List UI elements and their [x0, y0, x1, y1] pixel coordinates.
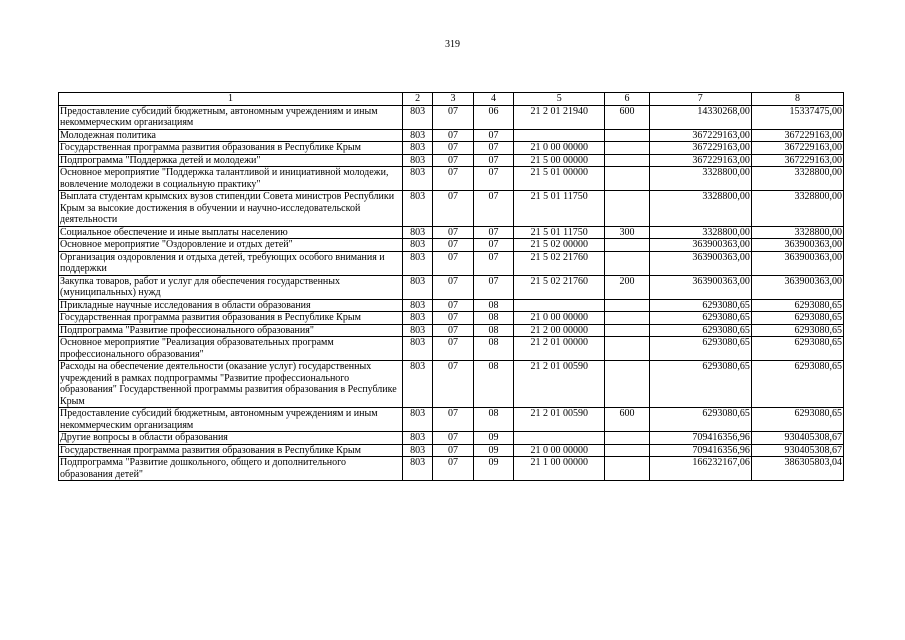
amount-year2-cell: 6293080,65: [751, 312, 843, 325]
table-row: [59, 432, 844, 445]
grbs-code-cell: 803: [402, 299, 432, 312]
target-article-cell: 21 2 01 00590: [514, 408, 605, 432]
row-name-cell: Основное мероприятие "Оздоровление и отдых детей": [59, 239, 403, 252]
expense-type-cell: [605, 324, 650, 337]
table-row: [59, 105, 844, 129]
table-row: [59, 129, 844, 142]
target-article-cell: 21 5 01 11750: [514, 191, 605, 227]
expense-type-cell: [605, 251, 650, 275]
section-code-cell: 07: [433, 275, 473, 299]
grbs-code-cell: 803: [402, 457, 432, 481]
expense-type-cell: [605, 239, 650, 252]
column-header: 3: [433, 93, 473, 106]
section-code-cell: 07: [433, 167, 473, 191]
amount-year1-cell: 367229163,00: [649, 154, 751, 167]
amount-year1-cell: 367229163,00: [649, 129, 751, 142]
table-row: [59, 299, 844, 312]
table-row: [59, 275, 844, 299]
table-row: [59, 167, 844, 191]
row-name-cell: Подпрограмма "Развитие дошкольного, общего и дополнительного образования детей": [59, 457, 403, 481]
amount-year2-cell: 3328800,00: [751, 167, 843, 191]
section-code-cell: 07: [433, 408, 473, 432]
row-name-cell: Государственная программа развития образования в Республике Крым: [59, 312, 403, 325]
grbs-code-cell: 803: [402, 226, 432, 239]
expense-type-cell: [605, 167, 650, 191]
target-article-cell: 21 1 00 00000: [514, 457, 605, 481]
row-name-cell: Государственная программа развития образования в Республике Крым: [59, 142, 403, 155]
amount-year1-cell: 6293080,65: [649, 337, 751, 361]
target-article-cell: 21 0 00 00000: [514, 142, 605, 155]
column-header: 8: [751, 93, 843, 106]
grbs-code-cell: 803: [402, 275, 432, 299]
amount-year1-cell: 3328800,00: [649, 191, 751, 227]
row-name-cell: Расходы на обеспечение деятельности (оказание услуг) государственных учреждений в рамках подпрограммы "Развитие профессионального образования" Государственной программы развития образования в Республике Крым: [59, 361, 403, 408]
expense-type-cell: [605, 142, 650, 155]
table-row: [59, 324, 844, 337]
table-row: [59, 337, 844, 361]
subsection-code-cell: 08: [473, 408, 513, 432]
section-code-cell: 07: [433, 361, 473, 408]
table-header-row: [59, 93, 844, 106]
expense-type-cell: [605, 361, 650, 408]
expense-type-cell: [605, 299, 650, 312]
row-name-cell: Подпрограмма "Развитие профессионального образования": [59, 324, 403, 337]
grbs-code-cell: 803: [402, 251, 432, 275]
target-article-cell: [514, 432, 605, 445]
grbs-code-cell: 803: [402, 337, 432, 361]
target-article-cell: 21 0 00 00000: [514, 312, 605, 325]
subsection-code-cell: 07: [473, 129, 513, 142]
section-code-cell: 07: [433, 154, 473, 167]
subsection-code-cell: 08: [473, 361, 513, 408]
subsection-code-cell: 07: [473, 154, 513, 167]
target-article-cell: 21 5 02 21760: [514, 275, 605, 299]
column-header: 4: [473, 93, 513, 106]
amount-year2-cell: 930405308,67: [751, 432, 843, 445]
table-row: [59, 312, 844, 325]
target-article-cell: 21 5 02 00000: [514, 239, 605, 252]
expense-type-cell: [605, 337, 650, 361]
section-code-cell: 07: [433, 337, 473, 361]
budget-table: [58, 92, 844, 481]
table-row: [59, 361, 844, 408]
subsection-code-cell: 07: [473, 226, 513, 239]
row-name-cell: Организация оздоровления и отдыха детей, требующих особого внимания и поддержки: [59, 251, 403, 275]
amount-year2-cell: 363900363,00: [751, 251, 843, 275]
target-article-cell: [514, 299, 605, 312]
expense-type-cell: [605, 444, 650, 457]
grbs-code-cell: 803: [402, 361, 432, 408]
amount-year2-cell: 386305803,04: [751, 457, 843, 481]
amount-year1-cell: 363900363,00: [649, 275, 751, 299]
amount-year1-cell: 3328800,00: [649, 226, 751, 239]
grbs-code-cell: 803: [402, 167, 432, 191]
expense-type-cell: 300: [605, 226, 650, 239]
amount-year1-cell: 363900363,00: [649, 251, 751, 275]
expense-type-cell: [605, 312, 650, 325]
grbs-code-cell: 803: [402, 191, 432, 227]
section-code-cell: 07: [433, 239, 473, 252]
target-article-cell: 21 2 01 21940: [514, 105, 605, 129]
row-name-cell: Закупка товаров, работ и услуг для обеспечения государственных (муниципальных) нужд: [59, 275, 403, 299]
amount-year1-cell: 6293080,65: [649, 312, 751, 325]
amount-year2-cell: 15337475,00: [751, 105, 843, 129]
grbs-code-cell: 803: [402, 129, 432, 142]
row-name-cell: Предоставление субсидий бюджетным, автономным учреждениям и иным некоммерческим организациям: [59, 105, 403, 129]
amount-year2-cell: 930405308,67: [751, 444, 843, 457]
grbs-code-cell: 803: [402, 154, 432, 167]
grbs-code-cell: 803: [402, 324, 432, 337]
table-row: [59, 191, 844, 227]
row-name-cell: Основное мероприятие "Реализация образовательных программ профессионального образования": [59, 337, 403, 361]
amount-year1-cell: 3328800,00: [649, 167, 751, 191]
grbs-code-cell: 803: [402, 239, 432, 252]
table-row: [59, 408, 844, 432]
target-article-cell: 21 5 01 00000: [514, 167, 605, 191]
grbs-code-cell: 803: [402, 408, 432, 432]
amount-year1-cell: 709416356,96: [649, 432, 751, 445]
table-row: [59, 457, 844, 481]
row-name-cell: Основное мероприятие "Поддержка талантливой и инициативной молодежи, вовлечение молодежи в социальную практику": [59, 167, 403, 191]
target-article-cell: 21 5 00 00000: [514, 154, 605, 167]
target-article-cell: 21 2 01 00000: [514, 337, 605, 361]
row-name-cell: Выплата студентам крымских вузов стипендии Совета министров Республики Крым за высокие достижения в обучении и научно-исследовательской деятельности: [59, 191, 403, 227]
amount-year1-cell: 6293080,65: [649, 299, 751, 312]
section-code-cell: 07: [433, 251, 473, 275]
table-body: [59, 105, 844, 481]
grbs-code-cell: 803: [402, 432, 432, 445]
subsection-code-cell: 07: [473, 142, 513, 155]
target-article-cell: 21 2 00 00000: [514, 324, 605, 337]
subsection-code-cell: 08: [473, 312, 513, 325]
amount-year2-cell: 6293080,65: [751, 408, 843, 432]
section-code-cell: 07: [433, 324, 473, 337]
amount-year2-cell: 3328800,00: [751, 191, 843, 227]
section-code-cell: 07: [433, 105, 473, 129]
row-name-cell: Молодежная политика: [59, 129, 403, 142]
subsection-code-cell: 06: [473, 105, 513, 129]
grbs-code-cell: 803: [402, 312, 432, 325]
amount-year2-cell: 363900363,00: [751, 275, 843, 299]
amount-year1-cell: 14330268,00: [649, 105, 751, 129]
amount-year2-cell: 363900363,00: [751, 239, 843, 252]
page-number: 319: [445, 39, 460, 50]
grbs-code-cell: 803: [402, 142, 432, 155]
row-name-cell: Социальное обеспечение и иные выплаты населению: [59, 226, 403, 239]
section-code-cell: 07: [433, 444, 473, 457]
subsection-code-cell: 08: [473, 337, 513, 361]
amount-year2-cell: 6293080,65: [751, 324, 843, 337]
grbs-code-cell: 803: [402, 105, 432, 129]
subsection-code-cell: 07: [473, 251, 513, 275]
subsection-code-cell: 07: [473, 191, 513, 227]
amount-year2-cell: 6293080,65: [751, 361, 843, 408]
section-code-cell: 07: [433, 299, 473, 312]
expense-type-cell: 600: [605, 408, 650, 432]
row-name-cell: Другие вопросы в области образования: [59, 432, 403, 445]
row-name-cell: Предоставление субсидий бюджетным, автономным учреждениям и иным некоммерческим организациям: [59, 408, 403, 432]
table-row: [59, 226, 844, 239]
column-header: 6: [605, 93, 650, 106]
section-code-cell: 07: [433, 191, 473, 227]
target-article-cell: 21 5 01 11750: [514, 226, 605, 239]
amount-year2-cell: 6293080,65: [751, 299, 843, 312]
amount-year1-cell: 367229163,00: [649, 142, 751, 155]
subsection-code-cell: 07: [473, 167, 513, 191]
grbs-code-cell: 803: [402, 444, 432, 457]
column-header: 7: [649, 93, 751, 106]
target-article-cell: 21 2 01 00590: [514, 361, 605, 408]
amount-year1-cell: 166232167,06: [649, 457, 751, 481]
amount-year2-cell: 367229163,00: [751, 142, 843, 155]
amount-year1-cell: 709416356,96: [649, 444, 751, 457]
column-header: 2: [402, 93, 432, 106]
section-code-cell: 07: [433, 129, 473, 142]
target-article-cell: 21 0 00 00000: [514, 444, 605, 457]
subsection-code-cell: 07: [473, 239, 513, 252]
amount-year1-cell: 6293080,65: [649, 361, 751, 408]
amount-year1-cell: 6293080,65: [649, 324, 751, 337]
expense-type-cell: [605, 432, 650, 445]
target-article-cell: [514, 129, 605, 142]
section-code-cell: 07: [433, 142, 473, 155]
column-header: 5: [514, 93, 605, 106]
section-code-cell: 07: [433, 312, 473, 325]
table-row: [59, 154, 844, 167]
subsection-code-cell: 08: [473, 299, 513, 312]
expense-type-cell: [605, 191, 650, 227]
amount-year1-cell: 6293080,65: [649, 408, 751, 432]
amount-year2-cell: 367229163,00: [751, 154, 843, 167]
expense-type-cell: [605, 457, 650, 481]
section-code-cell: 07: [433, 457, 473, 481]
table-row: [59, 239, 844, 252]
expense-type-cell: 600: [605, 105, 650, 129]
row-name-cell: Подпрограмма "Поддержка детей и молодежи": [59, 154, 403, 167]
subsection-code-cell: 09: [473, 444, 513, 457]
subsection-code-cell: 07: [473, 275, 513, 299]
amount-year2-cell: 6293080,65: [751, 337, 843, 361]
table-row: [59, 251, 844, 275]
column-header: 1: [59, 93, 403, 106]
amount-year1-cell: 363900363,00: [649, 239, 751, 252]
table-row: [59, 444, 844, 457]
section-code-cell: 07: [433, 432, 473, 445]
subsection-code-cell: 09: [473, 432, 513, 445]
subsection-code-cell: 08: [473, 324, 513, 337]
table-row: [59, 142, 844, 155]
expense-type-cell: [605, 154, 650, 167]
amount-year2-cell: 3328800,00: [751, 226, 843, 239]
row-name-cell: Прикладные научные исследования в области образования: [59, 299, 403, 312]
amount-year2-cell: 367229163,00: [751, 129, 843, 142]
expense-type-cell: [605, 129, 650, 142]
subsection-code-cell: 09: [473, 457, 513, 481]
expense-type-cell: 200: [605, 275, 650, 299]
row-name-cell: Государственная программа развития образования в Республике Крым: [59, 444, 403, 457]
section-code-cell: 07: [433, 226, 473, 239]
target-article-cell: 21 5 02 21760: [514, 251, 605, 275]
